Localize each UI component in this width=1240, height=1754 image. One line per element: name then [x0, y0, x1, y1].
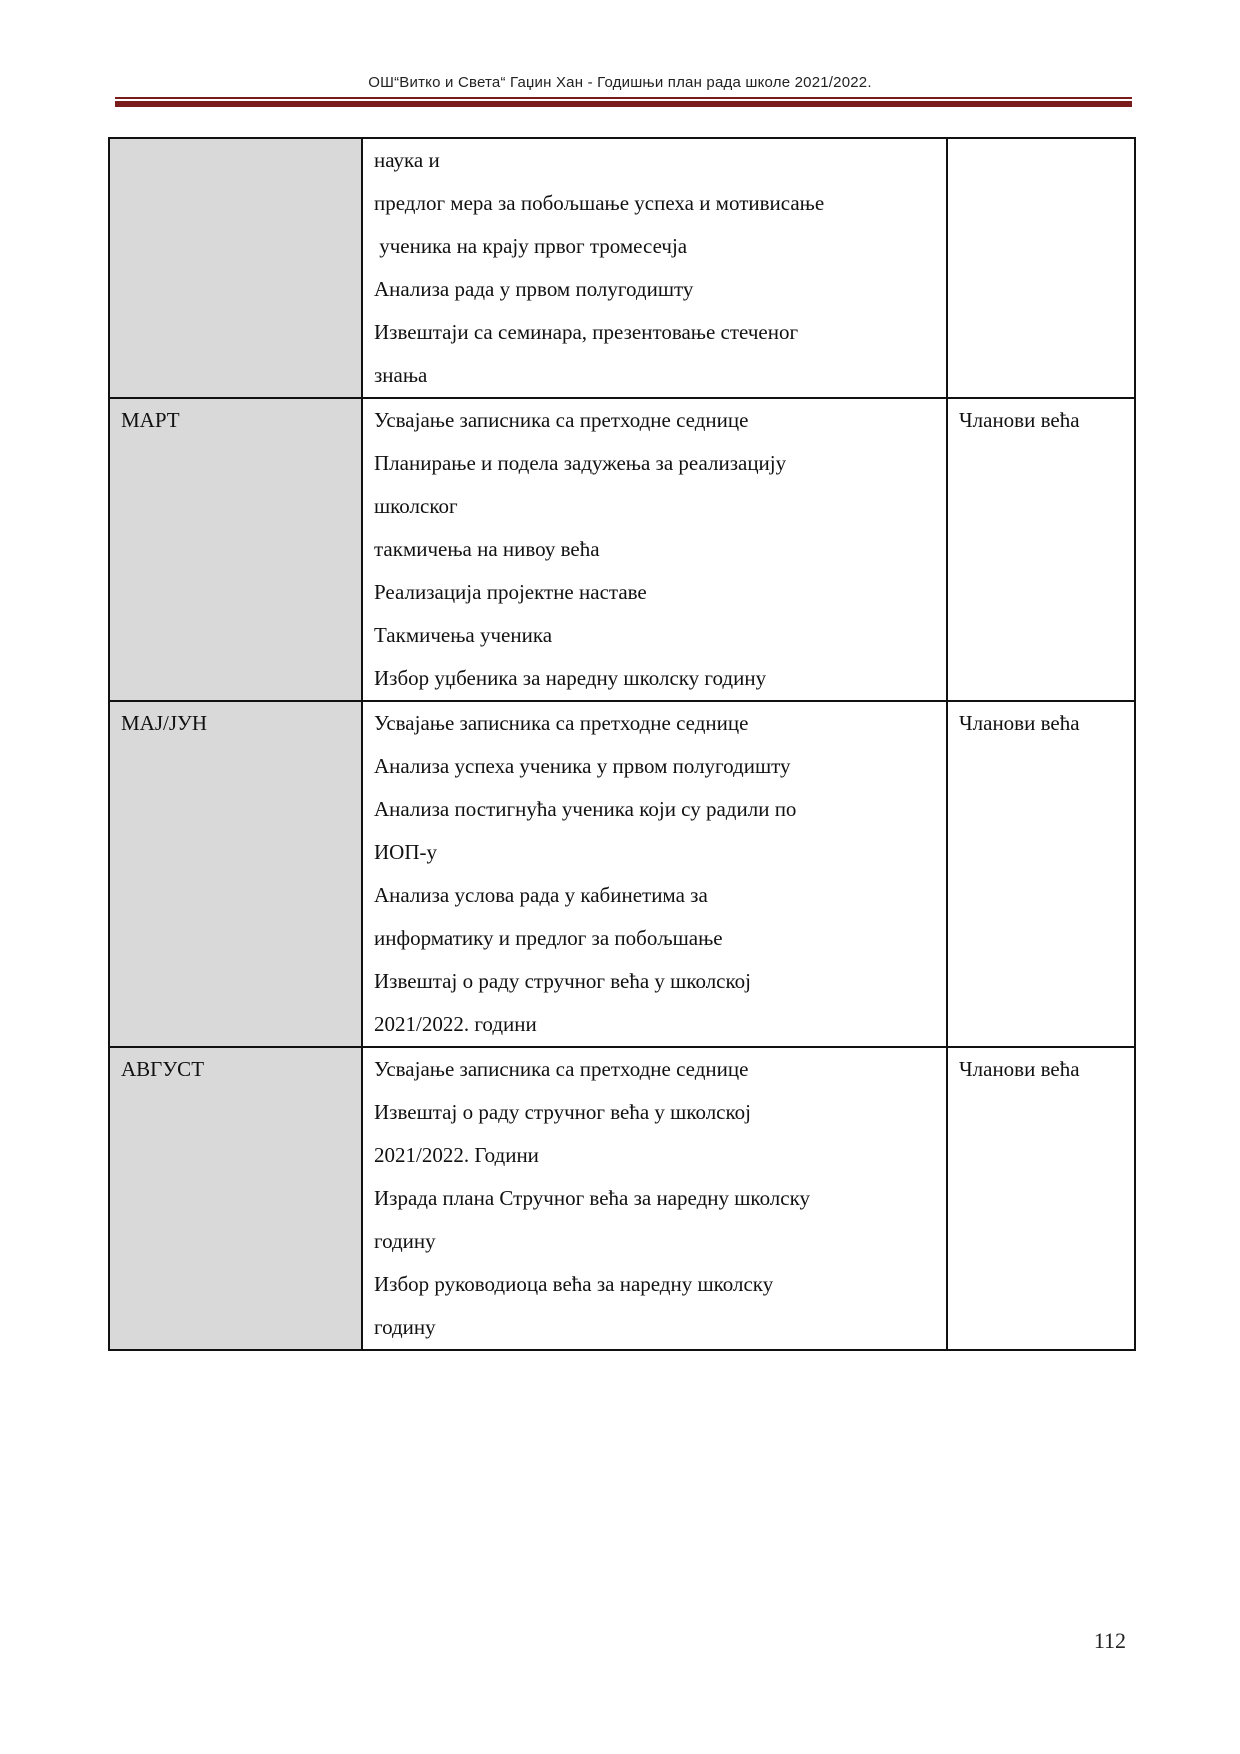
activity-line: Такмичења ученика — [374, 623, 553, 647]
activity-line: Усвајање записника са претходне седнице — [374, 711, 749, 735]
participants-cell: Чланови већа — [947, 701, 1135, 1047]
month-cell — [109, 138, 362, 398]
table-row — [109, 1047, 1135, 1350]
month-cell: МАРТ — [109, 398, 362, 701]
activity-line: информатику и предлог за побољшање — [374, 926, 723, 950]
activity-line: Анализа услова рада у кабинетима за — [374, 883, 708, 907]
page-header-title: ОШ“Витко и Света“ Гаџин Хан - Годишњи план рада школе 2021/2022. — [368, 74, 872, 91]
activity-line: ИОП-у — [374, 840, 437, 864]
activity-line: Извештаји са семинара, презентовање стеченог — [374, 320, 799, 344]
activity-line: Анализа постигнућа ученика који су радили по — [374, 797, 797, 821]
activity-line: Анализа успеха ученика у првом полугодишту — [374, 754, 791, 778]
activity-line: такмичења на нивоу већа — [374, 537, 600, 561]
activity-line: наука и — [374, 148, 440, 172]
participants-cell — [947, 138, 1135, 398]
activity-line: школског — [374, 494, 458, 518]
activity-line: Извештај о раду стручног већа у школској — [374, 969, 751, 993]
activity-line: Избор уџбеника за наредну школску годину — [374, 666, 767, 690]
activity-line: Усвајање записника са претходне седнице — [374, 1057, 749, 1081]
table-row — [109, 138, 1135, 398]
activities-cell — [362, 138, 947, 398]
participants-cell: Чланови већа — [947, 1047, 1135, 1350]
month-cell: АВГУСТ — [109, 1047, 362, 1350]
work-plan-table — [108, 137, 1136, 1351]
activity-line: 2021/2022. години — [374, 1012, 537, 1036]
activities-cell — [362, 1047, 947, 1350]
activities-cell — [362, 398, 947, 701]
activity-line: Усвајање записника са претходне седнице — [374, 408, 749, 432]
header-rule-thick — [115, 101, 1132, 107]
activities-cell — [362, 701, 947, 1047]
activity-line: знања — [374, 363, 428, 387]
table-row — [109, 701, 1135, 1047]
participants-cell: Чланови већа — [947, 398, 1135, 701]
page-number: 112 — [1093, 1628, 1126, 1653]
activity-line: 2021/2022. Години — [374, 1143, 539, 1167]
activity-line: Израда плана Стручног већа за наредну школску — [374, 1186, 810, 1210]
header-rule-thin — [115, 97, 1132, 99]
activity-line: Реализација пројектне наставе — [374, 580, 647, 604]
activity-line: годину — [374, 1229, 436, 1253]
month-cell: МАЈ/ЈУН — [109, 701, 362, 1047]
activity-line: ученика на крају првог тромесечја — [374, 234, 688, 258]
table-row — [109, 398, 1135, 701]
activity-line: Анализа рада у првом полугодишту — [374, 277, 694, 301]
activity-line: предлог мера за побољшање успеха и мотивисање — [374, 191, 825, 215]
activity-line: Планирање и подела задужења за реализацију — [374, 451, 787, 475]
activity-line: годину — [374, 1315, 436, 1339]
activity-line: Извештај о раду стручног већа у школској — [374, 1100, 751, 1124]
activity-line: Избор руководиоца већа за наредну школску — [374, 1272, 774, 1296]
